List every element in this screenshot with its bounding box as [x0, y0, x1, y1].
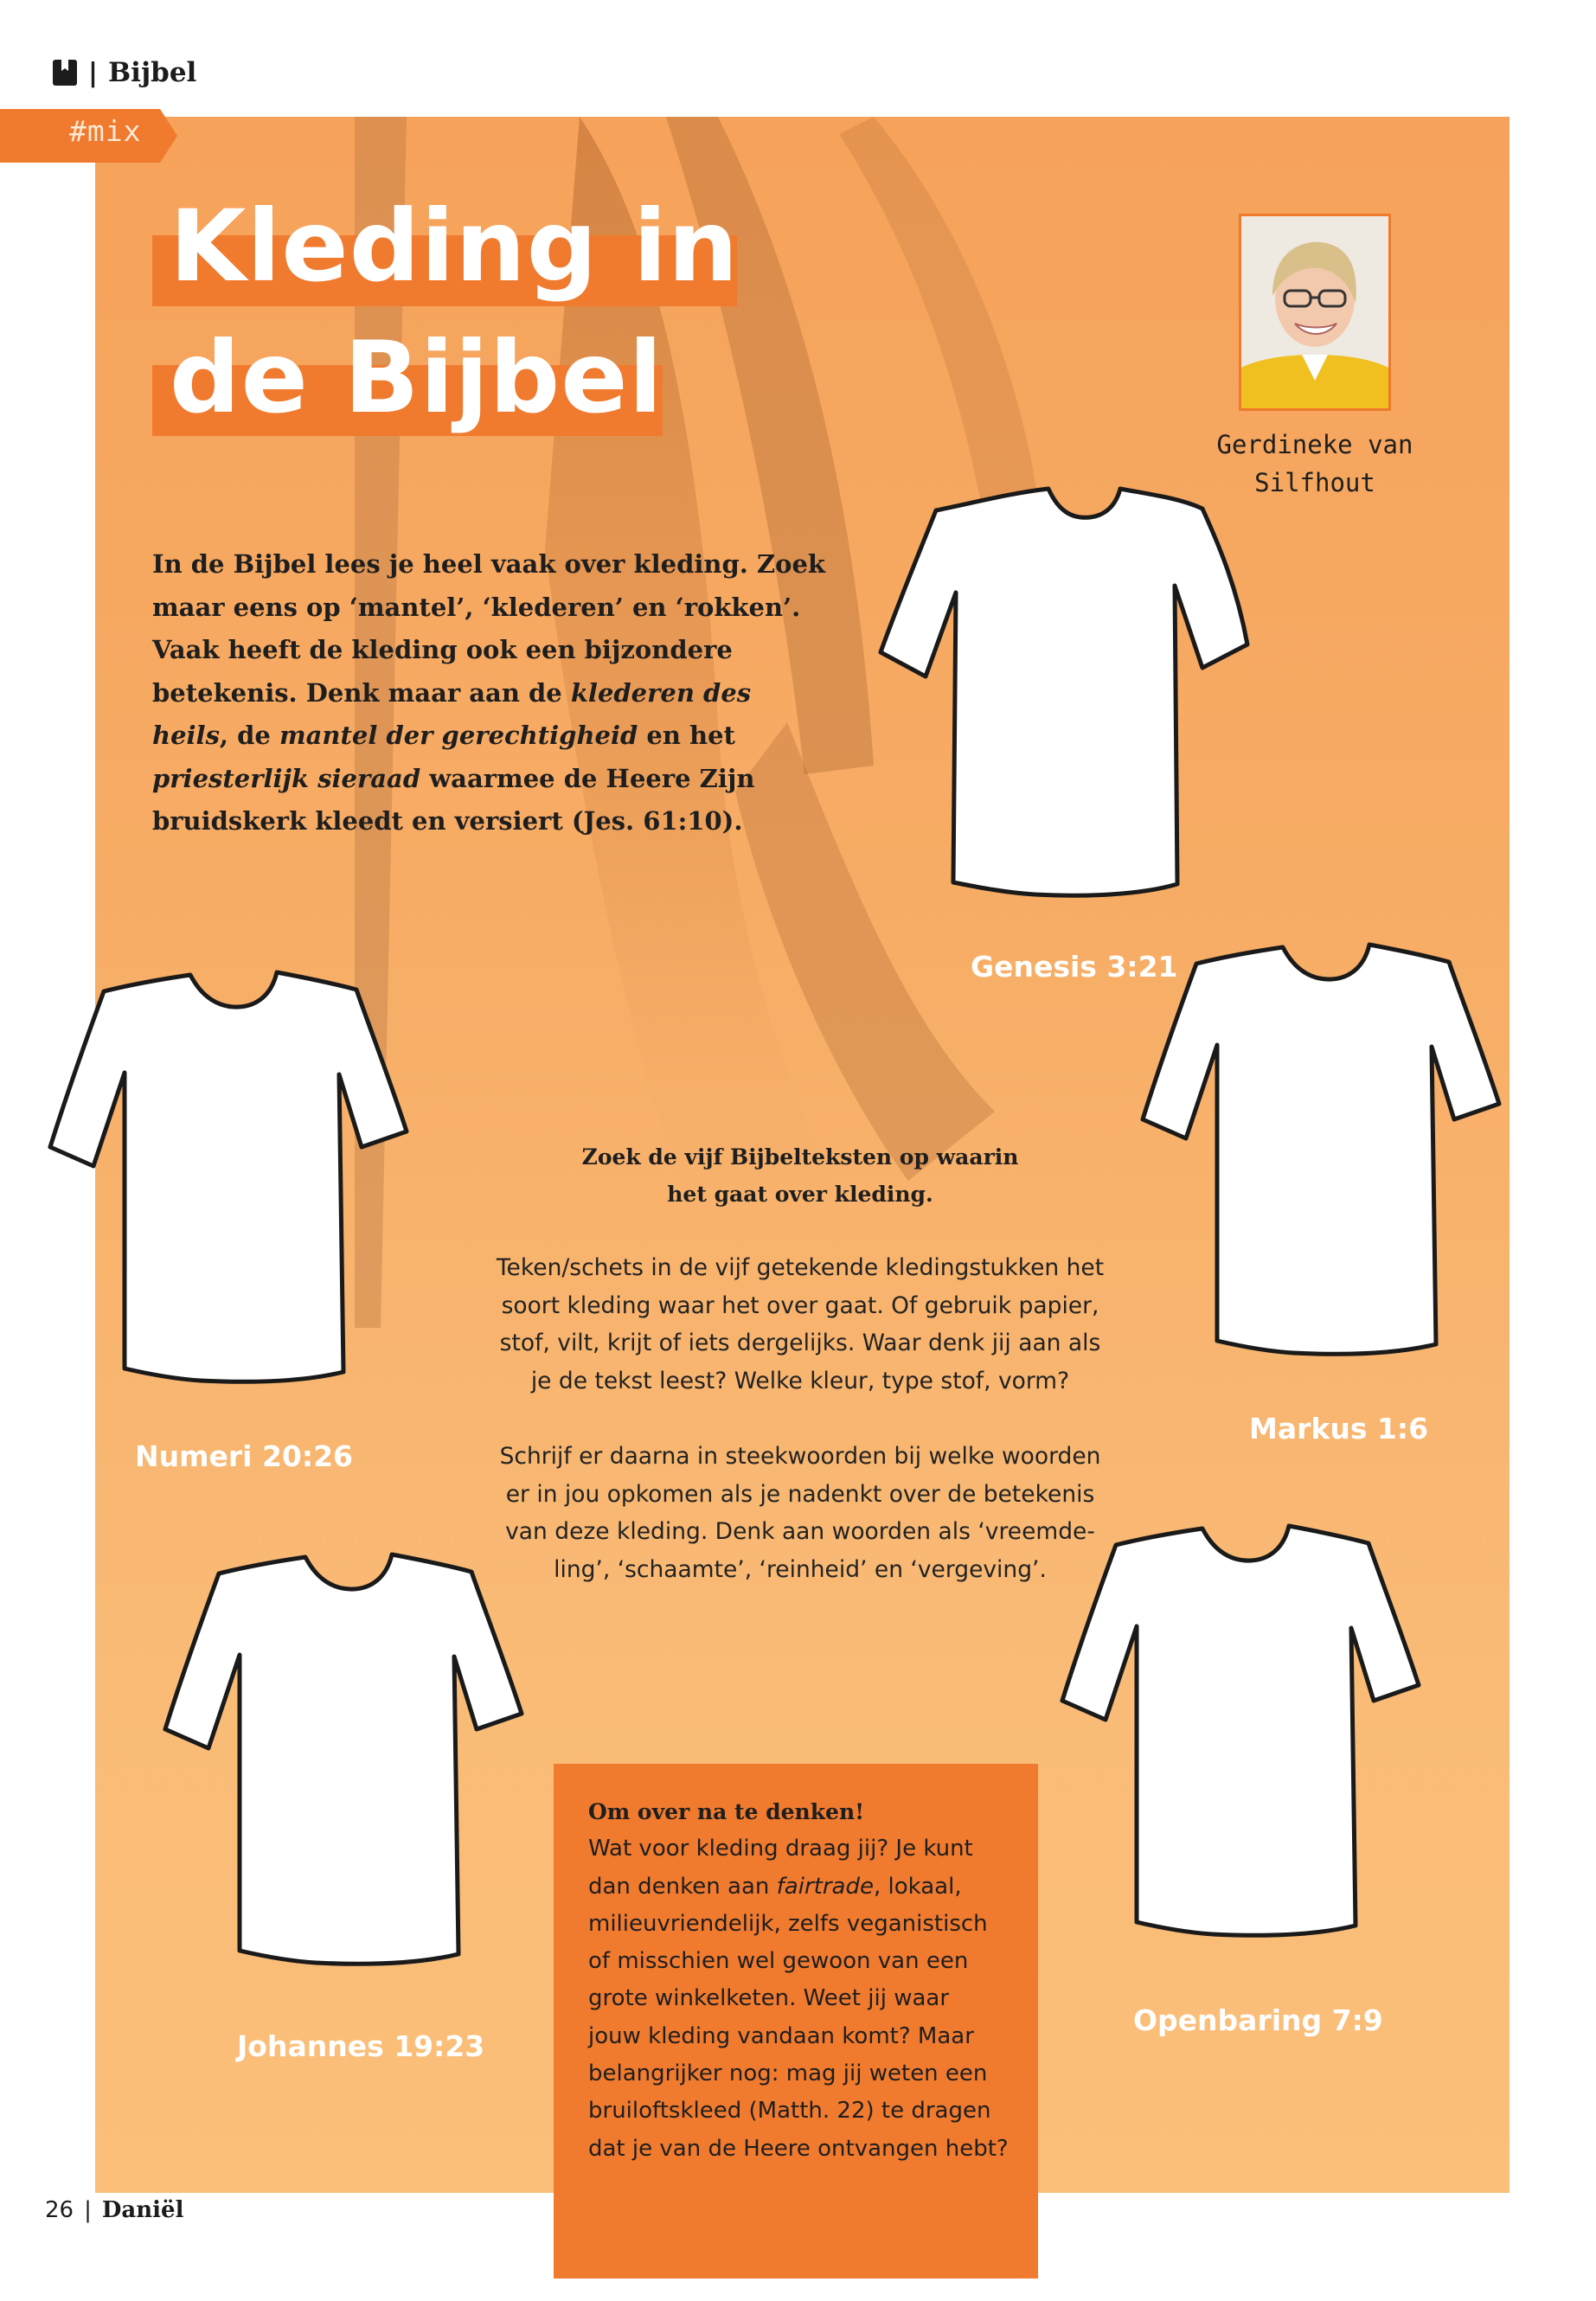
instructions-heading-line: het gaat over kleding. [667, 1182, 933, 1207]
reflection-line: of misschien wel gewoon van een [588, 1948, 969, 1975]
instructions-line: soort kleding waar het over gaat. Of gebruik papier, [501, 1292, 1099, 1319]
verse-label-genesis: Genesis 3:21 [971, 950, 1178, 984]
page-footer [45, 2197, 183, 2223]
intro-text: , de [219, 721, 279, 750]
intro-emphasis: mantel der gerechtigheid [279, 721, 638, 750]
author-photo [1239, 214, 1391, 411]
verse-label-johannes: Johannes 19:23 [237, 2029, 485, 2063]
reflection-emphasis: fairtrade [776, 1873, 874, 1900]
section-label: Bijbel [107, 57, 197, 88]
reflection-heading: Om over na te denken! [588, 1799, 865, 1824]
reflection-line: milieuvriendelijk, zelfs veganistisch [588, 1910, 988, 1937]
reflection-line: bruiloftskleed (Matth. 22) te dragen [588, 2098, 991, 2125]
instructions-line: ling’, ‘schaamte’, ‘reinheid’ en ‘vergeving’. [554, 1555, 1047, 1583]
instructions-line: je de tekst leest? Welke kleur, type stof, vorm? [530, 1367, 1070, 1394]
header-separator: | [88, 57, 98, 88]
instructions-paragraph-2 [493, 1438, 1107, 1588]
intro-emphasis: klederen des heils [152, 677, 752, 750]
intro-paragraph [152, 543, 827, 843]
magazine-name: Daniël [101, 2197, 184, 2223]
shirt-outline-genesis[interactable] [875, 476, 1256, 908]
intro-text: en het [638, 721, 735, 750]
reflection-text-part: , lokaal, [873, 1873, 962, 1900]
page-title-line-1: Kleding in [170, 189, 740, 304]
instructions-heading [493, 1138, 1107, 1213]
intro-text: In de Bijbel lees je heel vaak over kleding. Zoek maar eens op ‘mantel’, ‘klederen’ en ‘rokken’. Vaak heeft de kleding ook een bijzondere betekenis. Denk maar aan de [152, 549, 826, 708]
verse-label-numeri: Numeri 20:26 [135, 1439, 353, 1473]
shirt-outline-openbaring[interactable] [1057, 1516, 1438, 1948]
intro-emphasis: priesterlijk sieraad [152, 763, 421, 793]
instructions-paragraph-1 [493, 1249, 1107, 1400]
reflection-line: jouw kleding vandaan komt? Maar [588, 2022, 974, 2049]
page-number: 26 [45, 2197, 74, 2223]
footer-separator: | [84, 2197, 92, 2223]
page-header [52, 55, 196, 90]
page-title-line-2: de Bijbel [170, 320, 663, 435]
author-name-line-2: Silfhout [1254, 468, 1375, 497]
shirt-outline-markus[interactable] [1138, 934, 1518, 1367]
instructions-line: stof, vilt, krijt of iets dergelijks. Waar denk jij aan als [499, 1330, 1101, 1356]
verse-label-markus: Markus 1:6 [1249, 1412, 1429, 1445]
instructions-line: Schrijf er daarna in steekwoorden bij welke woorden [499, 1443, 1101, 1470]
reflection-line: dat je van de Heere ontvangen hebt? [588, 2135, 1009, 2162]
instructions-line: van deze kleding. Denk aan woorden als ‘vreemde- [505, 1518, 1095, 1545]
instructions-heading-line: Zoek de vijf Bijbelteksten op waarin [581, 1144, 1019, 1170]
reflection-line: Wat voor kleding draag jij? Je kunt [588, 1836, 973, 1862]
book-icon [52, 59, 78, 87]
mix-tag: #mix [69, 114, 142, 148]
reflection-text [588, 1793, 1021, 2168]
reflection-text-part: dan denken aan [588, 1873, 777, 1900]
reflection-line: grote winkelketen. Weet jij waar [588, 1985, 950, 2012]
author-name-line-1: Gerdineke van [1216, 430, 1413, 459]
shirt-outline-johannes[interactable] [160, 1544, 541, 1977]
reflection-line: belangrijker nog: mag jij weten een [588, 2061, 988, 2087]
verse-label-openbaring: Openbaring 7:9 [1133, 2003, 1383, 2037]
instructions-line: Teken/schets in de vijf getekende kledingstukken het [496, 1254, 1105, 1281]
instructions-line: er in jou opkomen als je nadenkt over de betekenis [505, 1480, 1095, 1508]
intro-text: waarmee de Heere Zijn bruidskerk kleedt en versiert (Jes. 61:10). [152, 763, 755, 836]
shirt-outline-numeri[interactable] [45, 962, 426, 1394]
reflection-line [588, 1868, 1021, 1906]
